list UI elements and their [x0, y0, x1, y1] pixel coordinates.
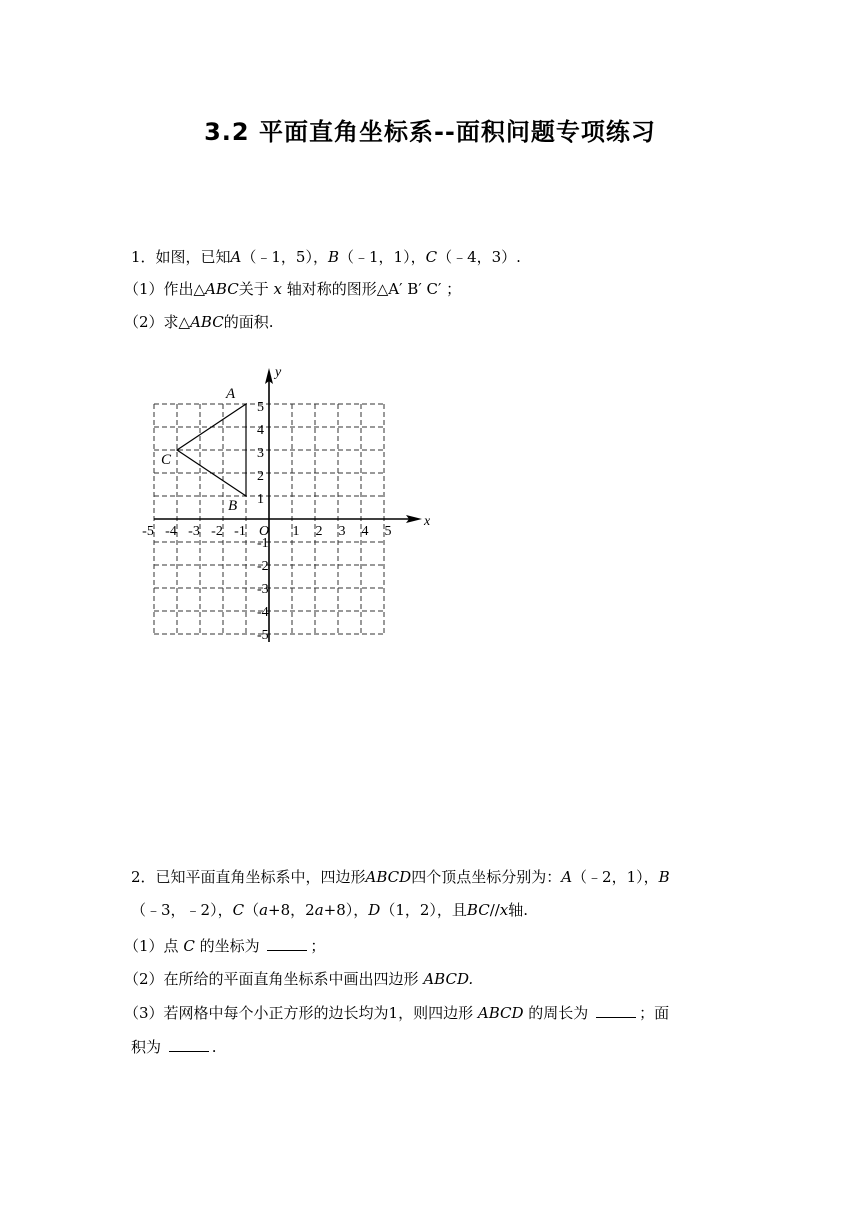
x-tick-label: -2 — [211, 524, 223, 539]
coordinate-grid-svg — [140, 354, 430, 650]
point-label-b: B — [228, 498, 238, 514]
q1-part1: （1）作出△ABC关于 x 轴对称的图形△A′ B′ C′ ； — [124, 280, 462, 298]
y-tick-label: 3 — [257, 446, 264, 461]
x-tick-label: 3 — [338, 524, 346, 539]
answer-blank[interactable] — [267, 936, 307, 951]
x-tick-label: -3 — [188, 524, 200, 539]
q2-part3-line1: （3）若网格中每个小正方形的边长均为1，则四边形 ABCD 的周长为 ；面 — [124, 1004, 670, 1022]
y-tick-label: -4 — [257, 605, 269, 620]
q2-stem-line1: 2．已知平面直角坐标系中，四边形ABCD四个顶点坐标分别为：A（﹣2，1），B — [131, 868, 670, 886]
y-tick-label: -2 — [257, 559, 269, 574]
x-tick-label: 4 — [361, 524, 369, 539]
point-label-a: A — [226, 386, 236, 402]
y-tick-label: 5 — [257, 400, 264, 415]
y-tick-label: -5 — [257, 628, 269, 643]
x-tick-label: 1 — [292, 524, 300, 539]
x-tick-label: -4 — [165, 524, 177, 539]
q2-stem-line2: （﹣3，﹣2），C（a+8，2a+8），D（1，2），且BC//x轴. — [131, 901, 529, 919]
y-tick-label: 2 — [257, 469, 264, 484]
q1-stem: 1．如图，已知A（﹣1，5），B（﹣1，1），C（﹣4，3）. — [131, 248, 521, 266]
y-tick-label: -3 — [257, 582, 269, 597]
coordinate-figure — [140, 354, 430, 654]
y-tick-label: 1 — [257, 492, 264, 507]
q2-part3-line2: 积为 . — [131, 1038, 217, 1056]
origin-label: O — [259, 524, 270, 539]
x-tick-label: 5 — [384, 524, 392, 539]
y-axis-label: y — [275, 365, 282, 380]
q2-part1: （1）点 C 的坐标为 ； — [124, 937, 326, 955]
x-tick-label: 2 — [315, 524, 323, 539]
x-axis-label: x — [424, 514, 430, 529]
y-tick-label: -1 — [257, 536, 269, 551]
page-title: 3.2 平面直角坐标系--面积问题专项练习 — [204, 118, 656, 146]
answer-blank[interactable] — [169, 1037, 209, 1052]
y-tick-label: 4 — [257, 423, 264, 438]
answer-blank[interactable] — [596, 1003, 636, 1018]
q1-part2: （2）求△ABC的面积. — [124, 313, 274, 331]
point-label-c: C — [161, 452, 172, 468]
x-tick-label: -5 — [142, 524, 154, 539]
q2-part2: （2）在所给的平面直角坐标系中画出四边形 ABCD. — [124, 970, 474, 988]
x-tick-label: -1 — [234, 524, 246, 539]
